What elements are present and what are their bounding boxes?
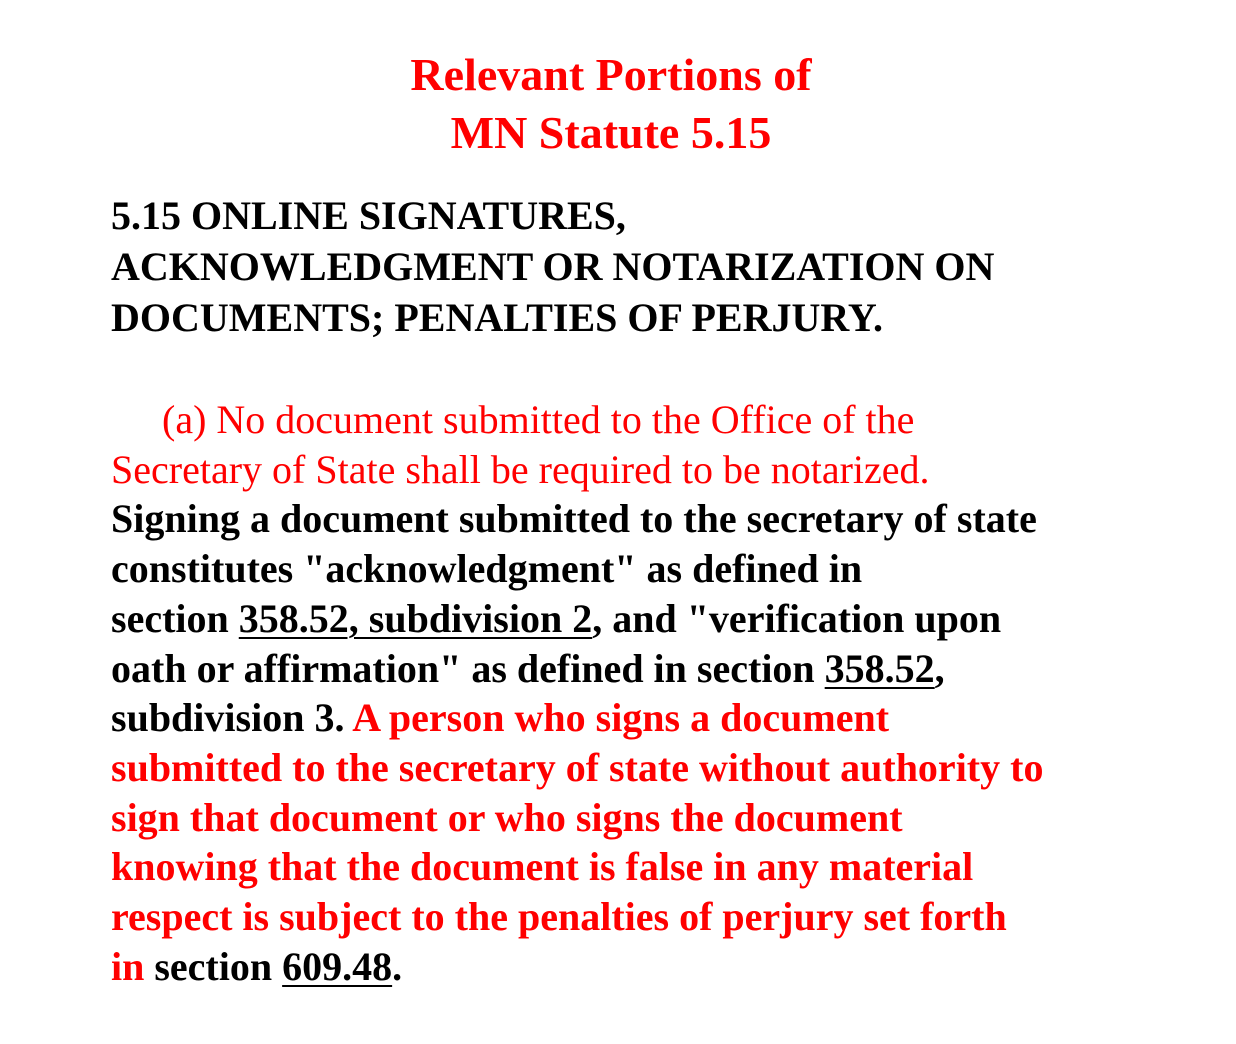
line-7-black-text: subdivision 3. [111,695,353,741]
line-12-period: . [392,943,403,989]
paragraph-line-1: (a) No document submitted to the Office of the [162,397,915,442]
paragraph-line-9: sign that document or who signs the document [111,794,903,840]
paragraph-line-8: submitted to the secretary of state without authority to [111,744,1044,790]
paragraph-line-10: knowing that the document is false in any material [111,844,974,890]
line-12-red-text: in [111,943,145,989]
line-6-text-after: , [934,645,945,691]
title-line-2: MN Statute 5.15 [450,107,772,158]
statute-paragraph [111,395,1221,991]
section-heading [111,190,1211,343]
heading-line-2: ACKNOWLEDGMENT OR NOTARIZATION ON [111,244,995,289]
paragraph-line-7 [111,693,1221,743]
paragraph-line-3: Signing a document submitted to the secretary of state [111,496,1037,542]
statute-link-358-52[interactable]: 358.52 [824,645,935,691]
heading-line-3: DOCUMENTS; PENALTIES OF PERJURY. [111,295,884,340]
line-5-text-after: , and "verification upon [592,595,1002,641]
paragraph-line-12 [111,942,1221,992]
page-title [0,46,1222,162]
paragraph-line-2: Secretary of State shall be required to be notarized. [111,446,930,492]
line-6-text-before: oath or affirmation" as defined in section [111,645,825,691]
statute-link-358-52-subd-2[interactable]: 358.52, subdivision 2 [238,595,593,641]
paragraph-line-5 [111,594,1221,644]
paragraph-line-11: respect is subject to the penalties of perjury set forth [111,894,1007,940]
line-7-red-text: A person who signs a document [352,695,890,741]
paragraph-line-4: constitutes "acknowledgment" as defined in [111,546,863,592]
paragraph-line-6 [111,644,1221,694]
title-line-1: Relevant Portions of [410,49,812,100]
line-5-text-before: section [111,595,239,641]
statute-link-609-48[interactable]: 609.48 [282,943,393,989]
heading-line-1: 5.15 ONLINE SIGNATURES, [111,193,626,238]
line-12-black-text: section [144,943,283,989]
